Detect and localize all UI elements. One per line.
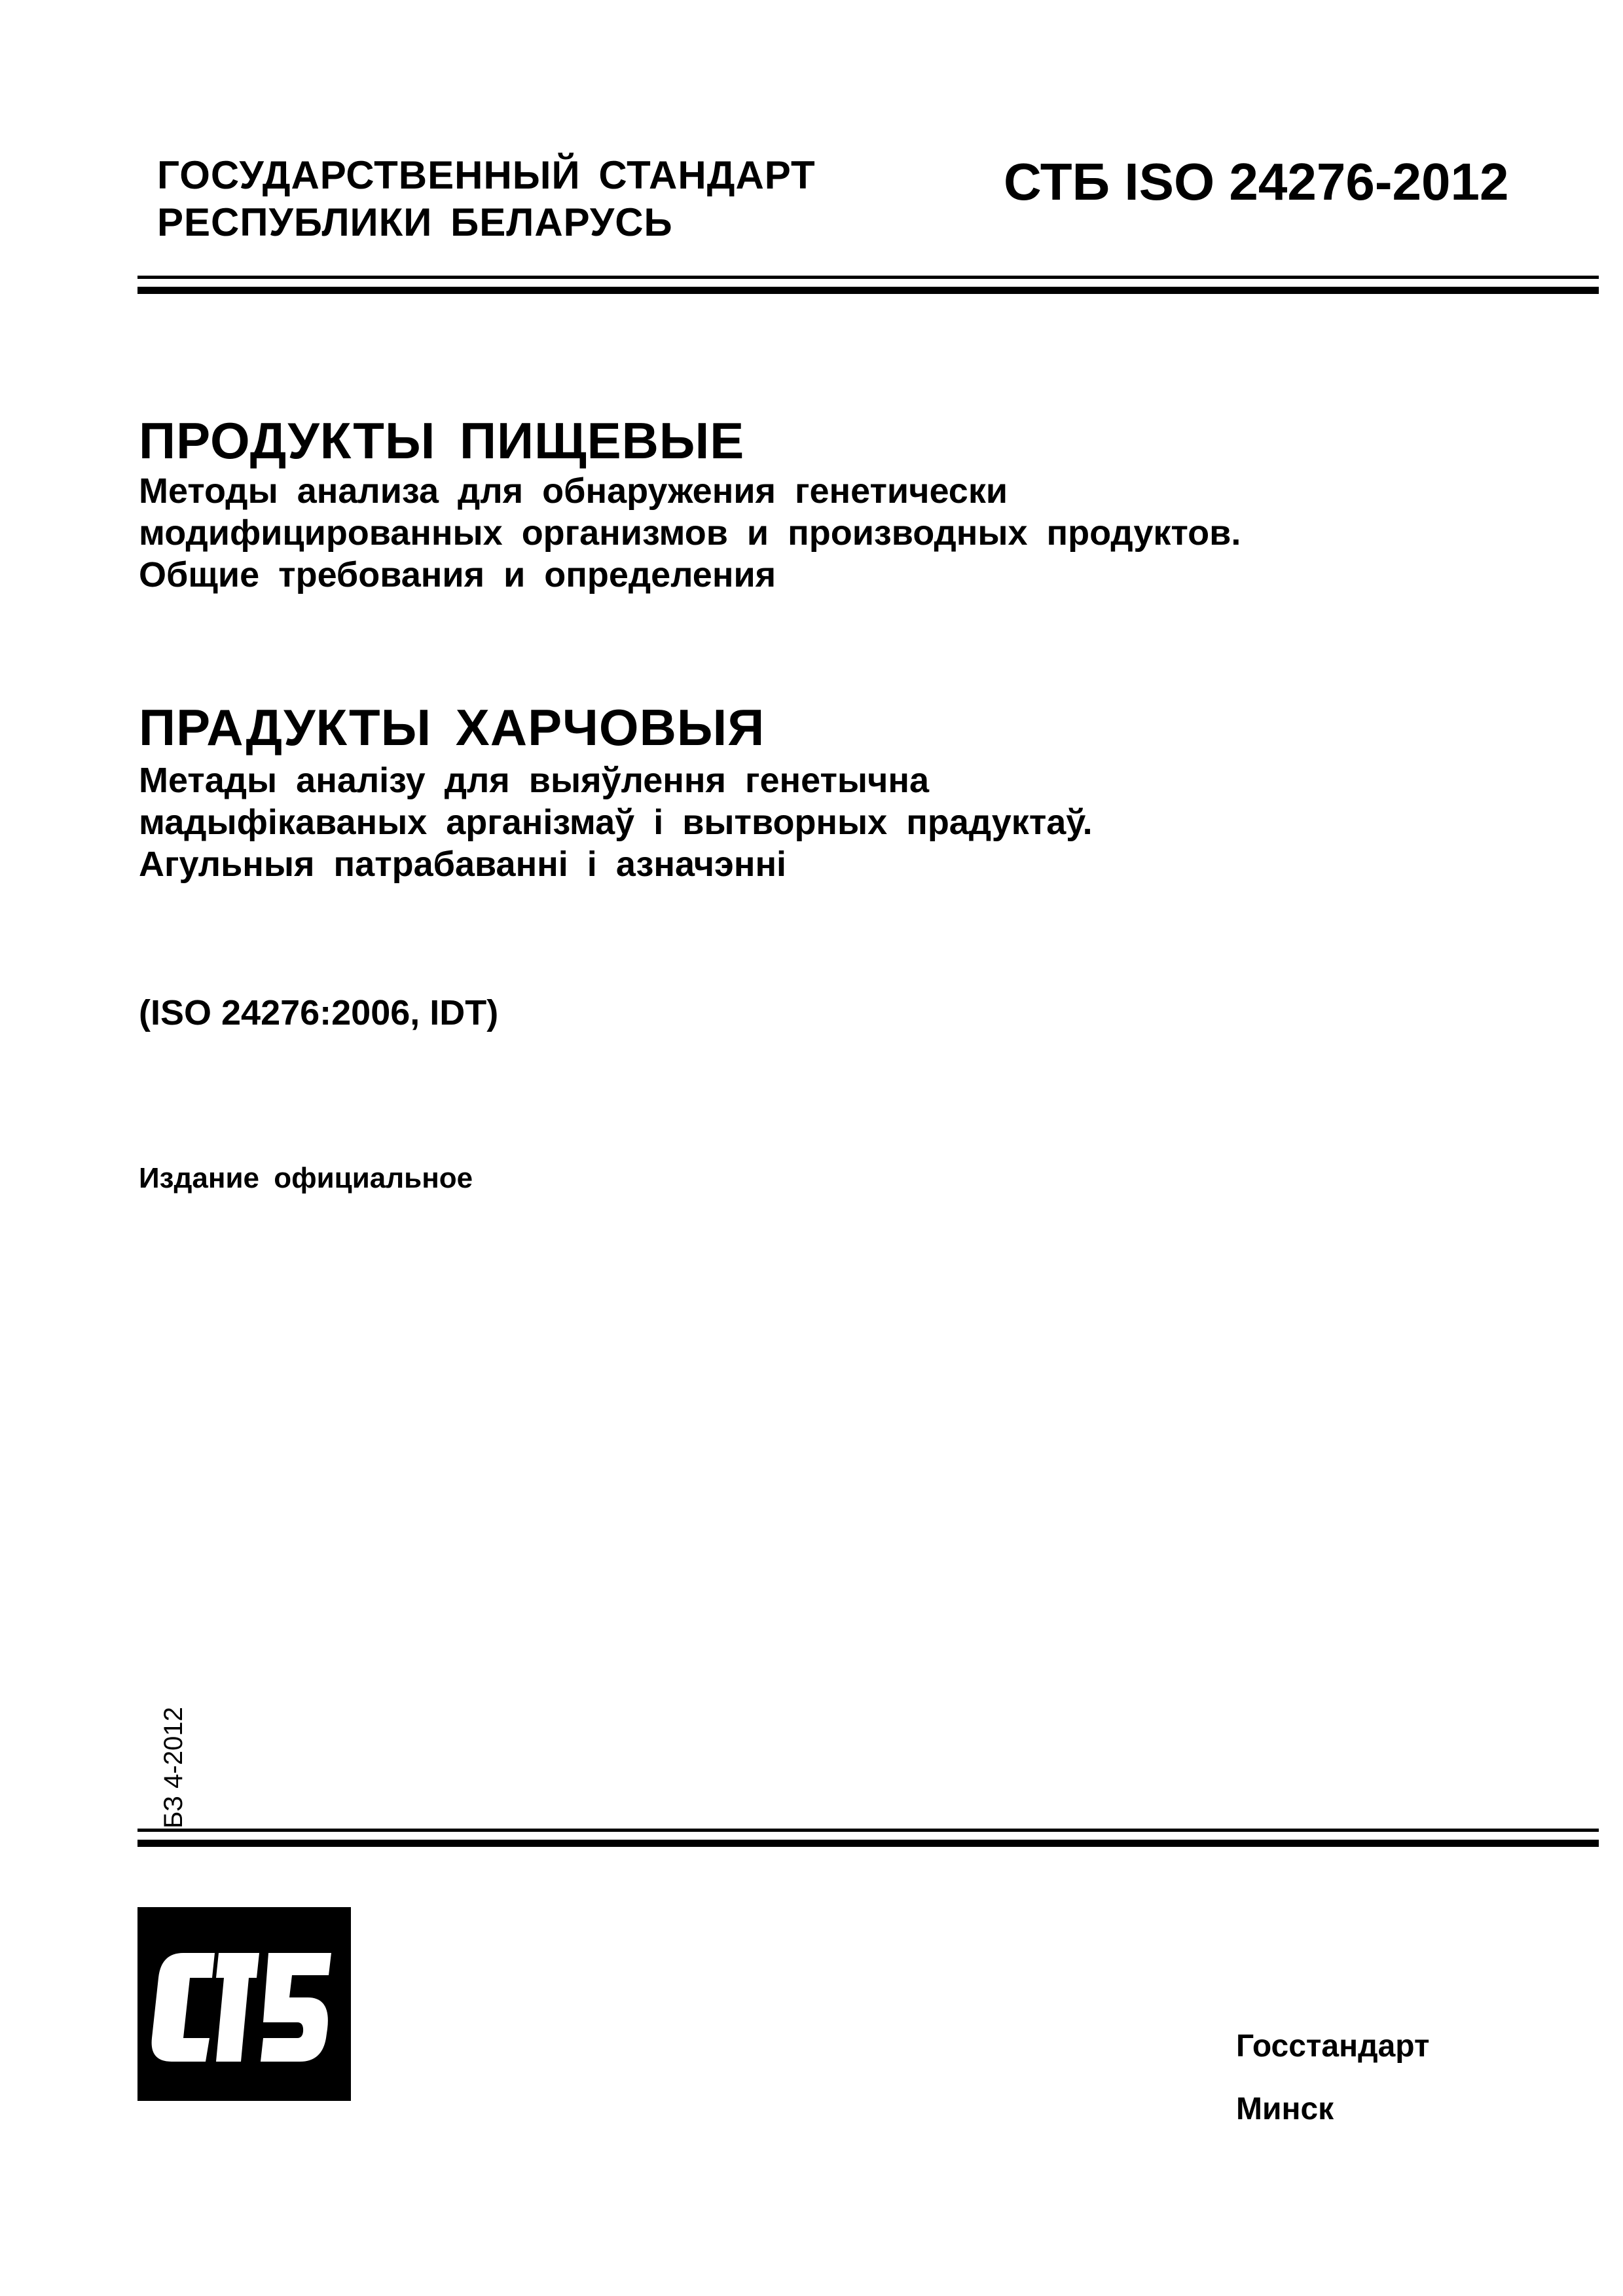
standard-code: СТБ ISO 24276-2012	[1004, 153, 1509, 211]
subtitle-be-line-3: Агульныя патрабаванні і азначэнні	[139, 845, 787, 884]
publisher-name: Госстандарт	[1236, 2029, 1430, 2064]
subtitle-russian	[139, 470, 1241, 596]
header-divider-thick	[137, 287, 1599, 294]
title-russian: ПРОДУКТЫ ПИЩЕВЫЕ	[139, 412, 745, 469]
stb-logo-icon	[137, 1907, 351, 2101]
subtitle-ru-line-3: Общие требования и определения	[139, 555, 776, 594]
publisher-city: Минск	[1236, 2092, 1334, 2126]
iso-reference: (ISO 24276:2006, IDT)	[139, 993, 499, 1032]
stb-logo	[137, 1907, 351, 2101]
subtitle-be-line-1: Метады аналізу для выяўлення генетычна	[139, 761, 930, 800]
issuing-authority	[157, 152, 816, 246]
edition-label: Издание официальное	[139, 1162, 473, 1194]
subtitle-ru-line-1: Методы анализа для обнаружения генетически	[139, 471, 1008, 511]
title-belarusian: ПРАДУКТЫ ХАРЧОВЫЯ	[139, 699, 765, 756]
publisher-block	[1236, 2015, 1429, 2141]
authority-line-1: ГОСУДАРСТВЕННЫЙ СТАНДАРТ	[157, 153, 816, 197]
footer-divider-thick	[137, 1840, 1599, 1847]
footer-divider-thin	[137, 1829, 1599, 1832]
header-divider-thin	[137, 276, 1599, 279]
subtitle-belarusian	[139, 759, 1093, 885]
side-code: БЗ 4-2012	[159, 1707, 188, 1829]
subtitle-ru-line-2: модифицированных организмов и производных продуктов.	[139, 513, 1241, 553]
subtitle-be-line-2: мадыфікаваных арганізмаў і вытворных прадуктаў.	[139, 803, 1093, 842]
authority-line-2: РЕСПУБЛИКИ БЕЛАРУСЬ	[157, 200, 673, 244]
